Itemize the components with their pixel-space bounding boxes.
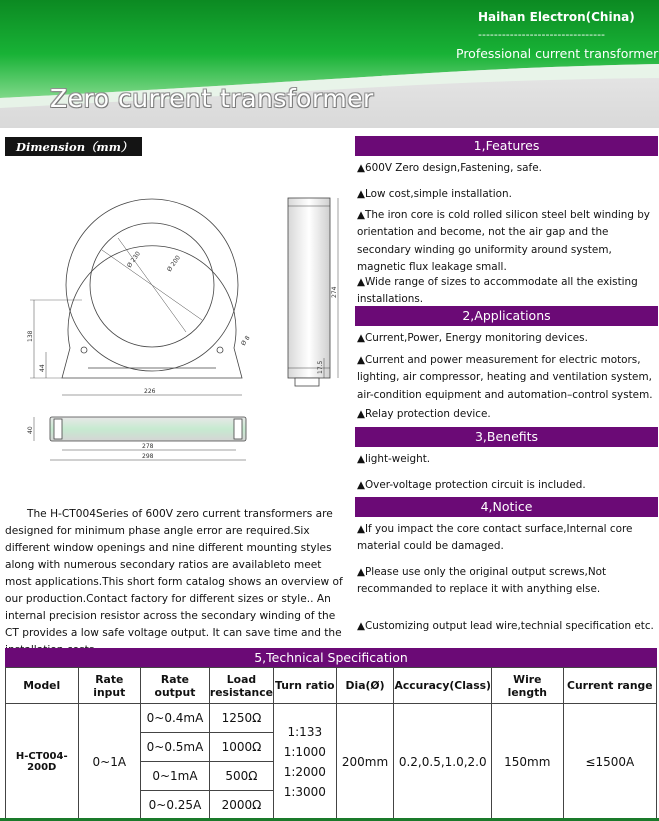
cell-dia: 200mm — [336, 704, 394, 820]
applications-item: ▲Current and power measurement for electric motors, lighting, air compressor, heating and ventilation system, air-condition equipment and automation–control system. — [357, 354, 653, 401]
label-base-height: 44 — [39, 364, 46, 372]
turn-ratio-value: 1:2000 — [283, 764, 326, 779]
applications-item: ▲Current,Power, Energy monitoring devices. — [357, 332, 588, 344]
cell-model: H-CT004-200D — [6, 704, 79, 820]
label-bottom-thickness: 40 — [27, 426, 34, 434]
label-hole-dia: Ø 8 — [239, 334, 252, 348]
notice-item: ▲Please use only the original output screws,Not recommanded to replace it with anything else. — [357, 566, 607, 596]
label-inner-width: 226 — [144, 388, 156, 395]
cell-turn-ratios — [273, 704, 336, 820]
features-item: ▲600V Zero design,Fastening, safe. — [357, 162, 542, 174]
benefits-item: ▲Over-voltage protection circuit is included. — [357, 479, 586, 491]
features-item: ▲Wide range of sizes to accommodate all the existing installations. — [357, 276, 638, 306]
cell-rate-output: 0~0.5mA — [141, 733, 210, 762]
header-banner — [0, 0, 659, 128]
dimension-label: Dimension（mm） — [5, 137, 142, 156]
col-header-accuracy: Accuracy(Class) — [394, 668, 492, 704]
company-divider: -------------------------------- — [478, 28, 606, 41]
label-outer-dia: Ø 230 — [125, 250, 143, 270]
company-name: Haihan Electron(China) — [478, 10, 635, 24]
cell-wire-length: 150mm — [492, 704, 564, 820]
spec-table — [5, 667, 657, 820]
label-height-total: 274 — [331, 286, 338, 298]
cell-current-range: ≤1500A — [563, 704, 656, 820]
cell-rate-output: 0~0.4mA — [141, 704, 210, 733]
features-item: ▲Low cost,simple installation. — [357, 188, 512, 200]
page-title: Zero current transformer — [50, 84, 374, 113]
company-tagline: Professional current transformer — [456, 46, 659, 61]
cell-accuracy: 0.2,0.5,1.0,2.0 — [394, 704, 492, 820]
col-header-load-resistance: Load resistance — [209, 668, 273, 704]
notice-item: ▲If you impact the core contact surface,Internal core material could be damaged. — [357, 523, 633, 553]
table-row — [6, 704, 657, 733]
cell-load-resistance: 2000Ω — [209, 791, 273, 820]
turn-ratio-value: 1:133 — [287, 724, 323, 739]
label-bottom-width-outer: 298 — [142, 453, 154, 460]
dimension-drawing — [22, 180, 342, 480]
applications-heading: 2,Applications — [355, 306, 658, 326]
table-header-row — [6, 668, 657, 704]
label-side-small: 17.5 — [317, 360, 324, 374]
label-inner-dia: Ø 200 — [165, 254, 183, 274]
col-header-turn-ratio: Turn ratio — [273, 668, 336, 704]
cell-rate-input: 0~1A — [78, 704, 141, 820]
notice-heading: 4,Notice — [355, 497, 658, 517]
notice-item: ▲Customizing output lead wire,technial specification etc. — [357, 620, 654, 632]
applications-item: ▲Relay protection device. — [357, 408, 491, 420]
cell-rate-output: 0~0.25A — [141, 791, 210, 820]
intro-paragraph: The H-CT004Series of 600V zero current transformers are designed for minimum phase angle error are required.Six different window openings and nine different mounting styles along with numerous secondary ratios are availableto meet most applications.This short form catalog shows an overview of our production.Contact factory for different sizes or style.. An internal precision resistor across the secondary winding of the CT provides a low safe voltage output. It can save time and the — [5, 508, 343, 639]
label-bottom-width-inner: 278 — [142, 443, 154, 450]
col-header-rate-output: Rate output — [141, 668, 210, 704]
turn-ratio-value: 1:1000 — [283, 744, 326, 759]
cell-load-resistance: 500Ω — [209, 762, 273, 791]
turn-ratio-value: 1:3000 — [283, 784, 326, 799]
label-height-left: 138 — [27, 330, 34, 342]
col-header-wire-length: Wire length — [492, 668, 564, 704]
cell-rate-output: 0~1mA — [141, 762, 210, 791]
cell-load-resistance: 1000Ω — [209, 733, 273, 762]
spec-heading: 5,Technical Specification — [5, 648, 657, 667]
benefits-heading: 3,Benefits — [355, 427, 658, 447]
features-item: ▲The iron core is cold rolled silicon steel belt winding by orientation and become, not the air gap and the secondary winding go uniformity around system, magnetic flux leakage small. — [357, 209, 650, 273]
features-heading: 1,Features — [355, 136, 658, 156]
cell-load-resistance: 1250Ω — [209, 704, 273, 733]
col-header-rate-input: Rate input — [78, 668, 141, 704]
col-header-current-range: Current range — [563, 668, 656, 704]
col-header-model: Model — [6, 668, 79, 704]
benefits-item: ▲light-weight. — [357, 453, 431, 465]
col-header-dia: Dia(Ø) — [336, 668, 394, 704]
